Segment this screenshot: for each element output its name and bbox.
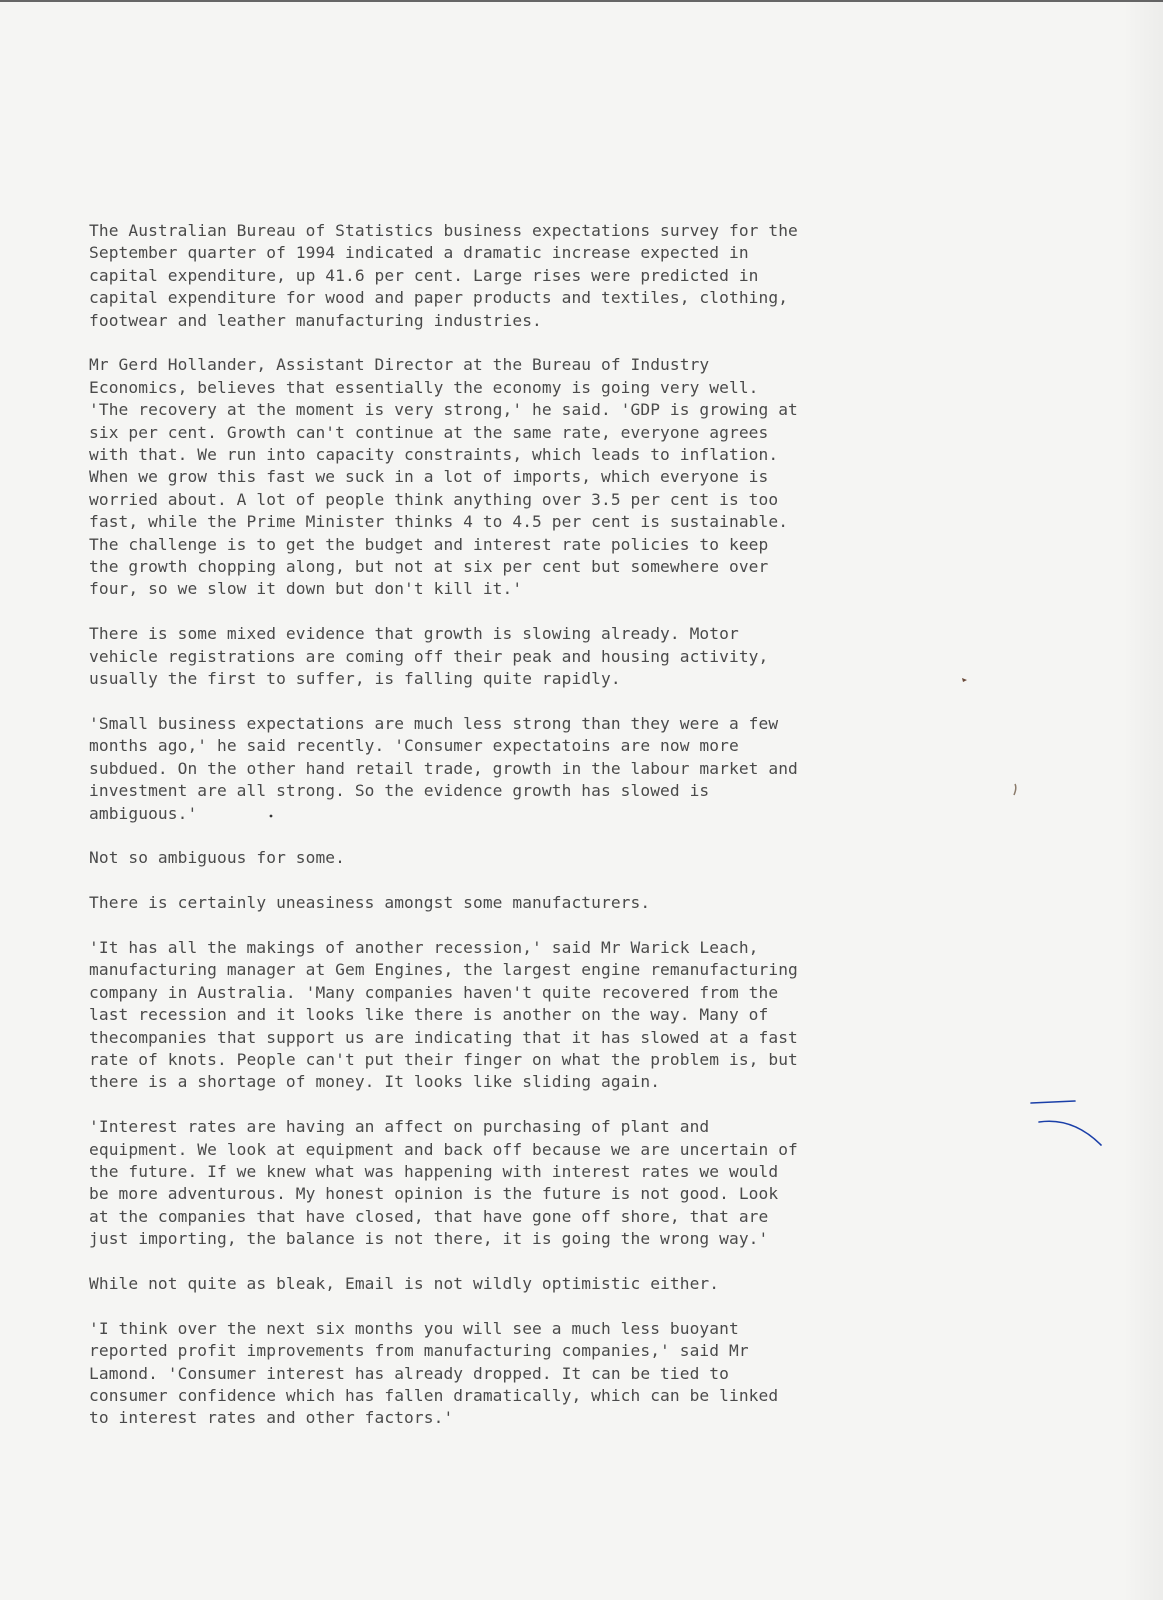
paragraph-lamond-quote: 'I think over the next six months you will see a much less buoyant reported profit improvements from manufacturing companies,' said Mr Lamond. 'Consumer interest has already dropped. It can be tied to consumer confidence which has fallen dramatically, which can be linked to interest rates and other factors.' (89, 1318, 779, 1428)
paragraph-abs-survey: The Australian Bureau of Statistics business expectations survey for the September quarter of 1994 indicated a dramatic increase expected in capital expenditure, up 41.6 per cent. Large rises were predicted in capital expenditure for wood and paper products and textiles, clothing, footwear and leather manufacturing industries. (89, 221, 798, 330)
typed-document-body (89, 220, 929, 1452)
paragraph-hollander-quote: Mr Gerd Hollander, Assistant Director at the Bureau of Industry Economics, believes that essentially the economy is going very well. 'The recovery at the moment is very strong,' he said. 'GDP is growing at six per cent. Growth can't continue at the same rate, everyone agrees with that. We run into capacity constraints, which leads to inflation. When we grow this fast we suck in a lot of imports, which everyone is worried about. A lot of people think anything over 3.5 per cent is too fast, while the Prime Minister thinks 4 to 4.5 per cent is sustainable. The challenge is to get the budget and interest rate policies to keep the growth chopping along, but not at six per cent but somewhere over four, so we slow it down but don't kill it.' (89, 355, 798, 599)
paragraph-not-so-ambiguous: Not so ambiguous for some. (89, 848, 345, 868)
paragraph-uneasiness: There is certainly uneasiness amongst some manufacturers. (89, 893, 651, 913)
paragraph-email-optimism: While not quite as bleak, Email is not wildly optimistic either. (89, 1273, 720, 1293)
speck-mark-2 (1010, 783, 1020, 797)
paragraph-small-business: 'Small business expectations are much less strong than they were a few months ago,' he said recently. 'Consumer expectatoins are now more subdued. On the other hand retail trade, growth in the labour market and investment are all strong. So the evidence growth has slowed is ambiguous.' (89, 713, 798, 823)
speck-mark (960, 675, 970, 685)
paragraph-interest-rates: 'Interest rates are having an affect on purchasing of plant and equipment. We look at equipment and back off because we are uncertain of the future. If we knew what was happening with interest rates we would be more adventurous. My honest opinion is the future is not good. Look at the companies that have closed, that have gone off shore, that are just importing, the balance is not there, it is going the wrong way.' (89, 1117, 798, 1249)
paragraph-leach-quote: 'It has all the makings of another recession,' said Mr Warick Leach, manufacturing manager at Gem Engines, the largest engine remanufacturing company in Australia. 'Many companies haven't quite recovered from the last recession and it looks like there is another on the way. Many of thecompanies that support us are indicating that it has slowed at a fast rate of knots. People can't put their finger on what the problem is, but there is a shortage of money. It looks like sliding again. (89, 937, 798, 1092)
paragraph-mixed-evidence: There is some mixed evidence that growth is slowing already. Motor vehicle registrations are coming off their peak and housing activity, usually the first to suffer, is falling quite rapidly. (89, 624, 769, 689)
blue-pen-mark (1025, 1095, 1125, 1165)
page-top-edge (0, 0, 1163, 2)
page-right-shadow (1123, 0, 1163, 1600)
